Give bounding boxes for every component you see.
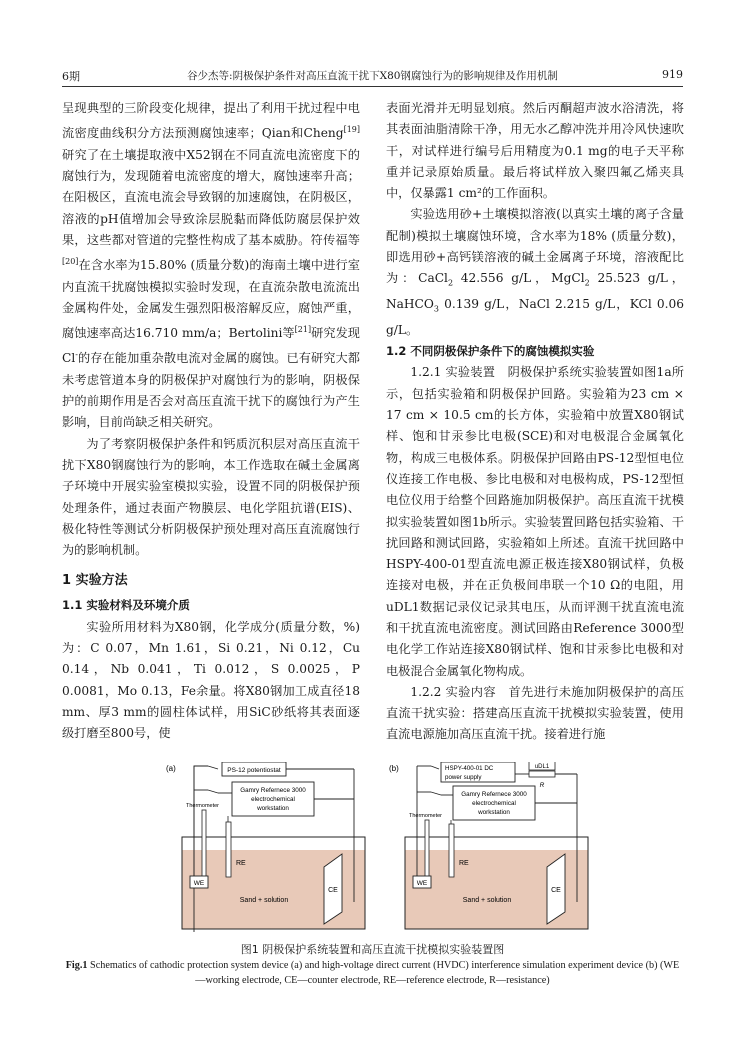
paragraph: 实验选用砂+土壤模拟溶液(以真实土壤的离子含量配制)模拟土壤腐蚀环境，含水率为18% (质量分数)，即选用砂+高钙镁溶液的碱土金属离子环境，溶液配比为：CaCl$_2$ 42.556 g/L，MgCl$_2$ 25.523 g/L，NaHCO$_3$ 0.139 g/L，NaCl 2.215 g/L，KCl 0.06 g/L。: [386, 207, 684, 337]
svg-text:Gamry Refernece 3000: Gamry Refernece 3000: [461, 791, 527, 798]
citation: [19]: [343, 125, 360, 135]
medium-label: Sand + solution: [239, 897, 289, 904]
schematic-figure: [164, 762, 594, 932]
thermometer: [202, 810, 206, 880]
svg-text:Gamry Refernece 3000: Gamry Refernece 3000: [240, 787, 306, 794]
panel-b: [389, 762, 588, 929]
left-column: [62, 98, 360, 745]
svg-text:R: R: [539, 782, 545, 789]
svg-text:HSPY-400-01 DC: HSPY-400-01 DC: [445, 765, 494, 772]
medium-label: Sand + solution: [462, 897, 512, 904]
running-header: [62, 66, 683, 87]
panel-b-label: (b): [389, 764, 399, 773]
svg-text:WE: WE: [193, 880, 205, 887]
svg-text:workstation: workstation: [478, 809, 510, 816]
panel-a-label: (a): [166, 764, 176, 773]
citation: [21]: [294, 325, 312, 335]
svg-text:electrochemical: electrochemical: [472, 800, 516, 807]
resistor: [529, 771, 555, 777]
figure-caption-en: Fig.1 Schematics of cathodic protection system device (a) and high-voltage direct current (HVDC) interference simulation experiment device (b) (WE—working electrode, CE—counter electrode, RE—reference electrode, R—resistance): [65, 960, 680, 986]
paragraph: 表面光滑并无明显划痕。然后丙酮超声波水浴清洗，将其表面油脂清除干净，用无水乙醇冲洗并用冷风快速吹干，对试样进行编号后用精度为0.1 mg的电子天平称重并记录原始质量。最后将试样放入聚四氟乙烯夹具中，仅暴露1 cm²的工作面积。: [386, 101, 684, 201]
svg-text:WE: WE: [416, 880, 428, 887]
paragraph: 呈现典型的三阶段变化规律，提出了利用干扰过程中电流密度曲线积分方法预测腐蚀速率；Qian和Cheng[19]研究了在土壤提取液中X52钢在不同直流电流密度下的腐蚀行为，发现随着电流密度的增大，腐蚀速率升高；在阳极区，直流电流会导致钢的加速腐蚀，在阴极区，溶液的pH值增加会导致涂层脱黏而降低防腐层保护效果，这些都对管道的完整性构成了基本威胁。符传福等[20]在含水率为15.80% (质量分数)的海南土壤中进行室内直流干扰腐蚀模拟实验时发现，在直流杂散电流流出金属构件处，金属发生强烈阳极溶解反应，腐蚀严重，腐蚀速率高达16.710 mm/a；Bertolini等[21]研究发现Cl-的存在能加重杂散电流对金属的腐蚀。已有研究大都未考虑管道本身的阴极保护对腐蚀行为的影响，阴极保护的前期作用是否会对高压直流干扰下的腐蚀行为产生影响，目前尚缺乏相关研究。: [62, 101, 360, 430]
issue-number: 6期: [62, 70, 80, 83]
paragraph: 实验所用材料为X80钢，化学成分(质量分数，%)为：C 0.07，Mn 1.61，Si 0.21，Ni 0.12，Cu 0.14，Nb 0.041，Ti 0.012，S 0.0025，P 0.0081，Mo 0.13，Fe余量。将X80钢加工成直径18 mm、厚3 mm的圆柱体试样，用SiC砂纸将其表面逐级打磨至800号，使: [62, 619, 360, 741]
reference-electrode: [449, 824, 454, 877]
svg-text:CE: CE: [551, 887, 561, 894]
svg-text:RE: RE: [236, 860, 246, 867]
thermometer-label: Thermometer: [186, 803, 220, 809]
subsection-heading: 1.1 实验材料及环境介质: [62, 598, 190, 613]
subsection-heading: 1.2 不同阴极保护条件下的腐蚀模拟实验: [386, 344, 595, 359]
reference-electrode: [226, 822, 231, 877]
paragraph: 1.2.1 实验装置 阴极保护系统实验装置如图1a所示，包括实验箱和阴极保护回路。实验箱为23 cm × 17 cm × 10.5 cm的长方体，实验箱中放置X80钢试样、饱和甘汞参比电极(SCE)和对电极混合金属氧化物，构成三电极体系。阴极保护回路由PS-12型恒电位仪连接工作电极、参比电极和对电极构成，PS-12型恒电位仪用于给整个回路施加阴极保护。高压直流干扰模拟实验装置如图1b所示。实验装置回路包括实验箱、干扰回路和测试回路，实验箱如上所述。直流干扰回路中HSPY-400-01型直流电源正极连接X80钢试样，负极连接对电极，并在正负极间串联一个10 Ω的电阻，用uDL1数据记录仪记录其电压，从而评测干扰直流电流和干扰直流电流密度。测试回路由Reference 3000型电化学工作站连接X80钢试样、饱和甘汞参比电极和对电极混合金属氧化物构成。: [386, 365, 684, 678]
figure-caption-cn: 图1 阴极保护系统装置和高压直流干扰模拟实验装置图: [240, 943, 505, 956]
panel-a: [166, 762, 365, 932]
paragraph: 为了考察阴极保护条件和钙质沉积层对高压直流干扰下X80钢腐蚀行为的影响，本工作选取在碱土金属离子环境中开展实验室模拟实验，设置不同的阴极保护预处理条件，通过表面产物膜层、电化学阻抗谱(EIS)、极化特性等测试分析阴极保护预处理对高压直流腐蚀行为的影响机制。: [62, 436, 360, 558]
page-number: 919: [662, 68, 683, 81]
thermometer-label: Thermometer: [409, 813, 443, 819]
svg-text:electrochemical: electrochemical: [251, 796, 295, 803]
section-heading: 1 实验方法: [62, 573, 128, 589]
citation: [20]: [62, 257, 79, 267]
thermometer: [425, 820, 429, 880]
paragraph: 1.2.2 实验内容 首先进行未施加阴极保护的高压直流干扰实验：搭建高压直流干扰模拟实验装置，使用直流电源施加高压直流干扰。接着进行施: [386, 684, 685, 742]
right-column: [386, 98, 684, 746]
sub-subsection-heading: 1.2.2 实验内容: [410, 684, 496, 699]
potentiostat-label: PS-12 potentiostat: [227, 767, 281, 774]
svg-text:RE: RE: [459, 860, 469, 867]
svg-text:workstation: workstation: [257, 805, 289, 812]
running-title: 谷少杰等:阴极保护条件对高压直流干扰下X80钢腐蚀行为的影响规律及作用机制: [187, 70, 558, 82]
svg-text:power supply: power supply: [445, 774, 482, 781]
svg-text:uDL1: uDL1: [534, 764, 550, 770]
sub-subsection-heading: 1.2.1 实验装置: [410, 365, 496, 380]
svg-text:CE: CE: [328, 887, 338, 894]
